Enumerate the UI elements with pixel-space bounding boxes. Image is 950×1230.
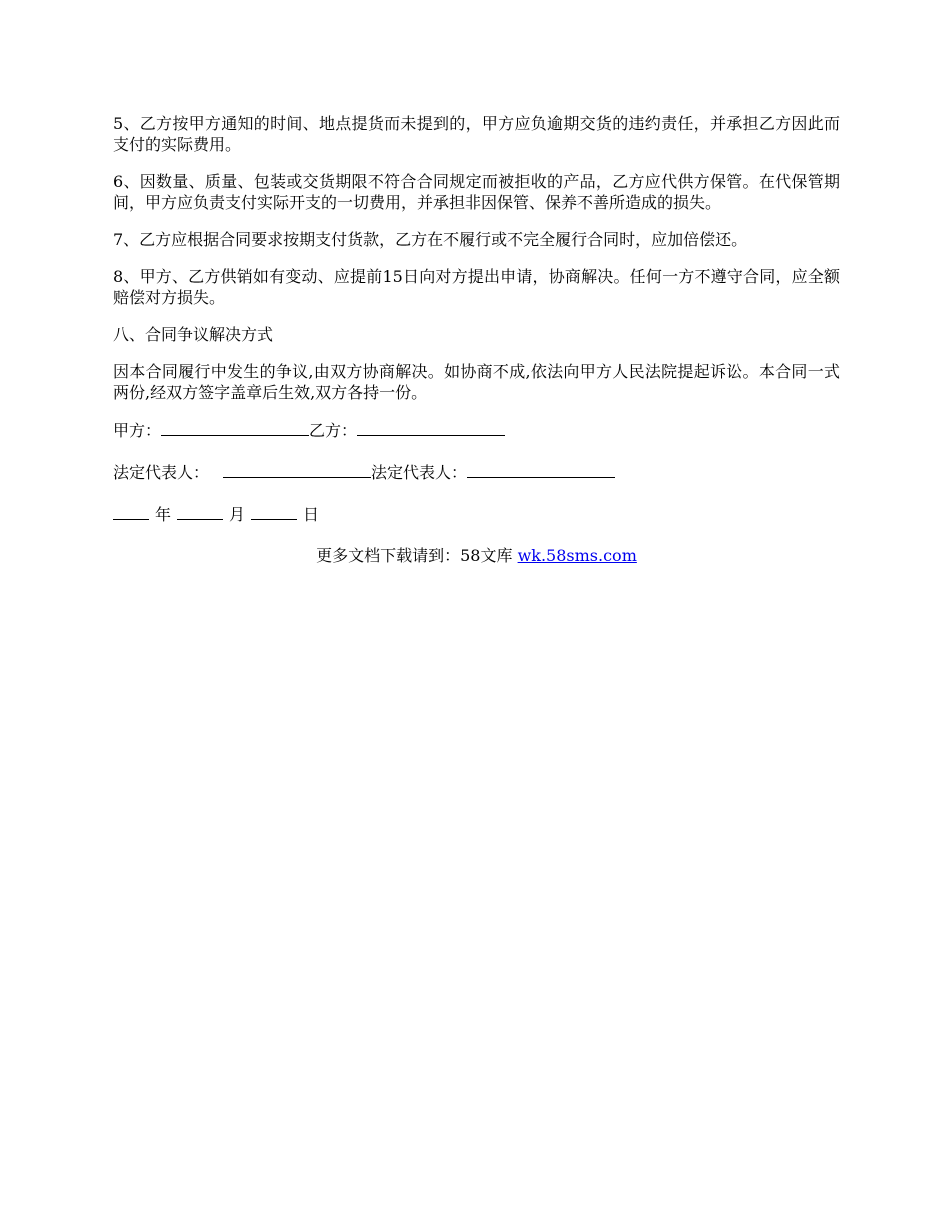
- section-heading-dispute: 八、合同争议解决方式: [113, 325, 274, 344]
- legal-rep-b-label: 法定代表人：: [371, 463, 468, 482]
- clause-7: 7、乙方应根据合同要求按期支付货款，乙方在不履行或不完全履行合同时，应加倍偿还。: [113, 230, 748, 249]
- year-blank: [113, 503, 149, 520]
- footer-text: 更多文档下载请到：58文库: [316, 546, 518, 565]
- party-signature-line: [113, 419, 840, 441]
- download-footer: [113, 545, 840, 566]
- legal-rep-signature-line: [113, 461, 840, 483]
- party-a-blank: [161, 419, 309, 436]
- date-line: [113, 503, 840, 525]
- clause-5: 5、乙方按甲方通知的时间、地点提货而未提到的，甲方应负逾期交货的违约责任，并承担乙方因此而支付的实际费用。: [113, 114, 840, 154]
- party-b-blank: [357, 419, 505, 436]
- day-blank: [251, 503, 297, 520]
- day-label: 日: [303, 505, 320, 524]
- legal-rep-a-label: 法定代表人：: [113, 463, 210, 482]
- year-label: 年: [155, 505, 172, 524]
- month-blank: [177, 503, 223, 520]
- clause-8: 8、甲方、乙方供销如有变动、应提前15日向对方提出申请，协商解决。任何一方不遵守合同，应全额赔偿对方损失。: [113, 267, 840, 307]
- clause-6: 6、因数量、质量、包装或交货期限不符合合同规定而被拒收的产品，乙方应代供方保管。在代保管期间，甲方应负责支付实际开支的一切费用，并承担非因保管、保养不善所造成的损失。: [113, 172, 840, 212]
- dispute-resolution-text: 因本合同履行中发生的争议,由双方协商解决。如协商不成,依法向甲方人民法院提起诉讼。本合同一式两份,经双方签字盖章后生效,双方各持一份。: [113, 362, 840, 402]
- party-b-label: 乙方：: [309, 421, 358, 440]
- legal-rep-b-blank: [467, 461, 615, 478]
- document-page: [113, 113, 840, 566]
- party-a-label: 甲方：: [113, 421, 162, 440]
- footer-link[interactable]: wk.58sms.com: [517, 546, 637, 565]
- legal-rep-a-blank: [223, 461, 371, 478]
- month-label: 月: [229, 505, 246, 524]
